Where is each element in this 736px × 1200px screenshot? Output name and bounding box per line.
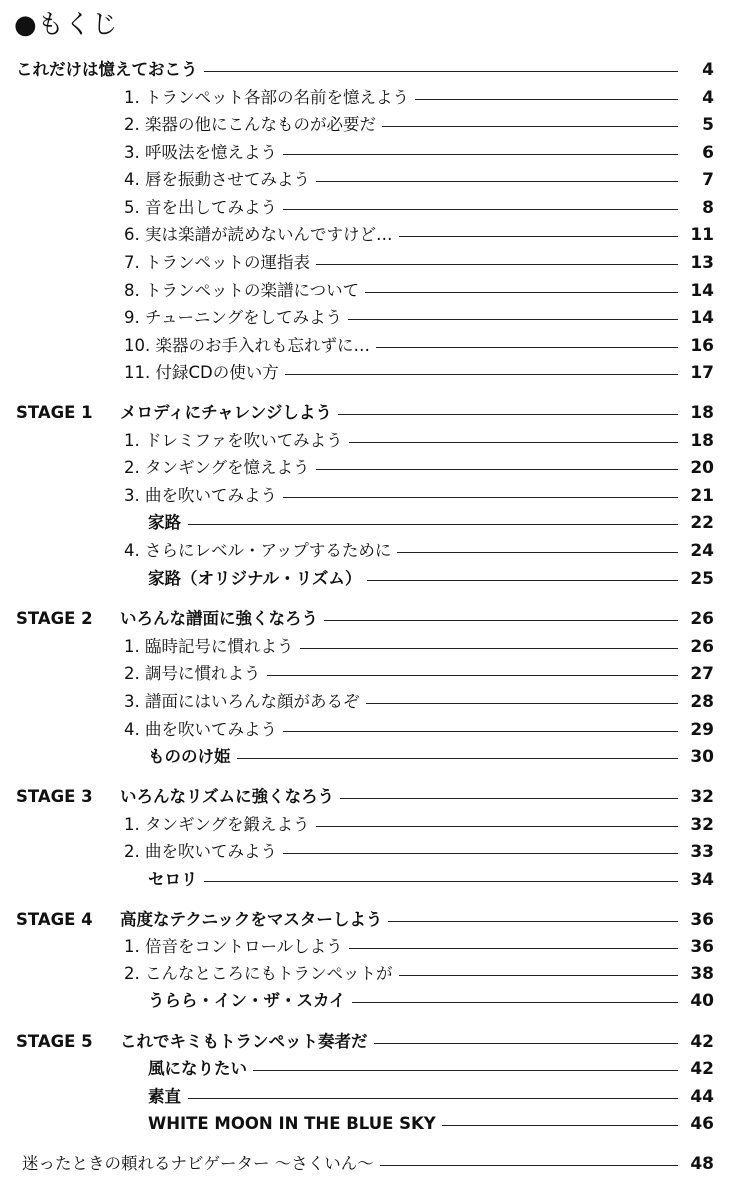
toc-item[interactable] [0,839,736,865]
toc-item[interactable] [0,717,736,743]
entry-title [148,1111,442,1137]
entry-title [148,1056,253,1082]
entry-title [148,566,367,592]
entry-text: 迷ったときの頼れるナビゲーター ～さくいん～ [22,1154,374,1173]
entry-title [16,57,204,83]
toc-chapter[interactable] [0,1029,736,1055]
page-number: 26 [690,637,714,657]
page-number: 44 [690,1087,714,1107]
entry-title [22,1151,380,1177]
entry-text: 11. 付録CDの使い方 [124,363,279,382]
entry-title [16,907,388,933]
entry-text: 1. 倍音をコントロールしよう [124,937,343,956]
page-number: 11 [690,225,714,245]
entry-title [124,634,300,660]
toc-song[interactable] [0,744,736,770]
entry-title [124,140,283,166]
entry-text: 4. 唇を振動させてみよう [124,170,310,189]
entry-title [124,839,283,865]
entry-title [124,305,348,331]
toc-item[interactable] [0,689,736,715]
entry-text: メロディにチャレンジしよう [120,403,332,422]
entry-text: 10. 楽器のお手入れも忘れずに… [124,336,370,355]
page-number: 36 [690,910,714,930]
stage-label: STAGE 2 [16,609,93,628]
toc-item[interactable] [0,934,736,960]
toc-item[interactable] [0,167,736,193]
toc-item[interactable] [0,1151,736,1177]
page-number: 40 [690,991,714,1011]
entry-title [16,1029,374,1055]
toc-song[interactable] [0,566,736,592]
entry-title [124,483,283,509]
page-number: 14 [690,281,714,301]
page-number: 6 [702,143,714,163]
entry-title [124,222,399,248]
entry-text: 5. 音を出してみよう [124,198,277,217]
page-number: 28 [690,692,714,712]
toc-item[interactable] [0,634,736,660]
entry-title [124,85,415,111]
entry-text: これだけは憶えておこう [16,60,198,79]
entry-title [148,867,204,893]
entry-text: 2. こんなところにもトランペットが [124,964,393,983]
entry-text: 6. 実は楽譜が読めないんですけど… [124,225,393,244]
toc-chapter[interactable] [0,907,736,933]
entry-text: セロリ [148,870,198,889]
page-number: 21 [690,486,714,506]
page-number: 34 [690,870,714,890]
entry-text: 7. トランペットの運指表 [124,253,310,272]
toc-song[interactable] [0,988,736,1014]
toc-item[interactable] [0,428,736,454]
entry-text: 9. チューニングをしてみよう [124,308,343,327]
entry-title [124,278,365,304]
entry-text: 1. トランペット各部の名前を憶えよう [124,88,409,107]
entry-text: 2. 曲を吹いてみよう [124,842,277,861]
entry-title [124,961,399,987]
toc-item[interactable] [0,812,736,838]
toc-song[interactable] [0,1056,736,1082]
page-number: 33 [690,842,714,862]
entry-title [148,510,187,536]
toc-song[interactable] [0,867,736,893]
page-number: 4 [702,88,714,108]
page-number: 42 [690,1032,714,1052]
leader-line [188,524,678,525]
leader-line [188,758,678,759]
toc-song[interactable] [0,1084,736,1110]
entry-text: 2. 楽器の他にこんなものが必要だ [124,115,376,134]
toc-item[interactable] [0,85,736,111]
page-number: 24 [690,541,714,561]
entry-title [124,195,283,221]
stage-label: STAGE 3 [16,787,93,806]
toc-item[interactable] [0,538,736,564]
toc-chapter[interactable] [0,606,736,632]
stage-label: STAGE 4 [16,910,93,929]
entry-text: 高度なテクニックをマスターしよう [120,910,383,929]
entry-title [124,717,283,743]
toc-item[interactable] [0,961,736,987]
stage-label: STAGE 5 [16,1032,93,1051]
page-number: 32 [690,787,714,807]
entry-title [16,606,324,632]
entry-text: 1. タンギングを鍛えよう [124,815,310,834]
toc-item[interactable] [0,661,736,687]
stage-label: STAGE 1 [16,403,93,422]
entry-text: 3. 譜面にはいろんな顔があるぞ [124,692,360,711]
page-number: 32 [690,815,714,835]
page-number: 18 [690,431,714,451]
page-number: 14 [690,308,714,328]
entry-text: 1. 臨時記号に慣れよう [124,637,294,656]
entry-title [124,250,316,276]
entry-title [124,360,285,386]
page-number: 25 [690,569,714,589]
page-number: 27 [690,664,714,684]
entry-text: これでキミもトランペット奏者だ [120,1032,368,1051]
page-number: 13 [690,253,714,273]
page-number: 42 [690,1059,714,1079]
leader-line [188,1070,678,1071]
page-number: 29 [690,720,714,740]
page-number: 22 [690,513,714,533]
entry-title [124,455,316,481]
page-number: 36 [690,937,714,957]
entry-title [16,400,338,426]
page-number: 48 [690,1154,714,1174]
toc-song[interactable] [0,1111,736,1137]
page-number: 26 [690,609,714,629]
toc-item[interactable] [0,278,736,304]
page-number: 7 [702,170,714,190]
entry-text: 4. 曲を吹いてみよう [124,720,277,739]
entry-title [148,1084,187,1110]
page-number: 5 [702,115,714,135]
entry-title [124,661,267,687]
page-number: 18 [690,403,714,423]
entry-title [16,784,340,810]
entry-text: いろんなリズムに強くなろう [120,787,335,806]
page-number: 30 [690,747,714,767]
leader-line [188,881,678,882]
toc-item[interactable] [0,455,736,481]
page-number: 4 [702,60,714,80]
entry-text: 2. 調号に慣れよう [124,664,261,683]
page-number: 16 [690,336,714,356]
entry-text: 8. トランペットの楽譜について [124,281,360,300]
entry-title [124,812,316,838]
entry-text: 1. ドレミファを吹いてみよう [124,431,343,450]
entry-text: いろんな譜面に強くなろう [120,609,318,628]
entry-text: 3. 曲を吹いてみよう [124,486,277,505]
page-number: 17 [690,363,714,383]
toc-item[interactable] [0,360,736,386]
entry-title [124,112,382,138]
entry-text: 素直 [148,1087,181,1106]
entry-text: 2. タンギングを憶えよう [124,458,310,477]
leader-line [188,1098,678,1099]
entry-text: 家路 [148,513,181,532]
toc-chapter[interactable] [0,400,736,426]
toc-song[interactable] [0,510,736,536]
toc-item[interactable] [0,305,736,331]
toc-item[interactable] [0,222,736,248]
toc-item[interactable] [0,112,736,138]
entry-title [124,689,366,715]
entry-text: 風になりたい [148,1059,247,1078]
entry-text: 4. さらにレベル・アップするために [124,541,392,560]
toc-chapter[interactable] [0,784,736,810]
entry-text: 家路（オリジナル・リズム） [148,569,362,588]
page-number: 8 [702,198,714,218]
entry-text: うらら・イン・ザ・スカイ [148,991,346,1010]
entry-title [124,934,349,960]
entry-title [124,167,316,193]
toc-chapter[interactable] [0,57,736,83]
page-title: ●もくじ [14,10,119,40]
entry-title [124,428,349,454]
toc-item[interactable] [0,333,736,359]
toc-item[interactable] [0,195,736,221]
entry-title [124,333,376,359]
toc-item[interactable] [0,483,736,509]
entry-text: もののけ姫 [148,747,231,766]
toc-item[interactable] [0,140,736,166]
page-number: 46 [690,1114,714,1134]
page-number: 20 [690,458,714,478]
toc-item[interactable] [0,250,736,276]
entry-title [148,988,352,1014]
entry-title [124,538,397,564]
entry-title [148,744,237,770]
entry-text: WHITE MOON IN THE BLUE SKY [148,1114,436,1133]
page-number: 38 [690,964,714,984]
entry-text: 3. 呼吸法を憶えよう [124,143,277,162]
